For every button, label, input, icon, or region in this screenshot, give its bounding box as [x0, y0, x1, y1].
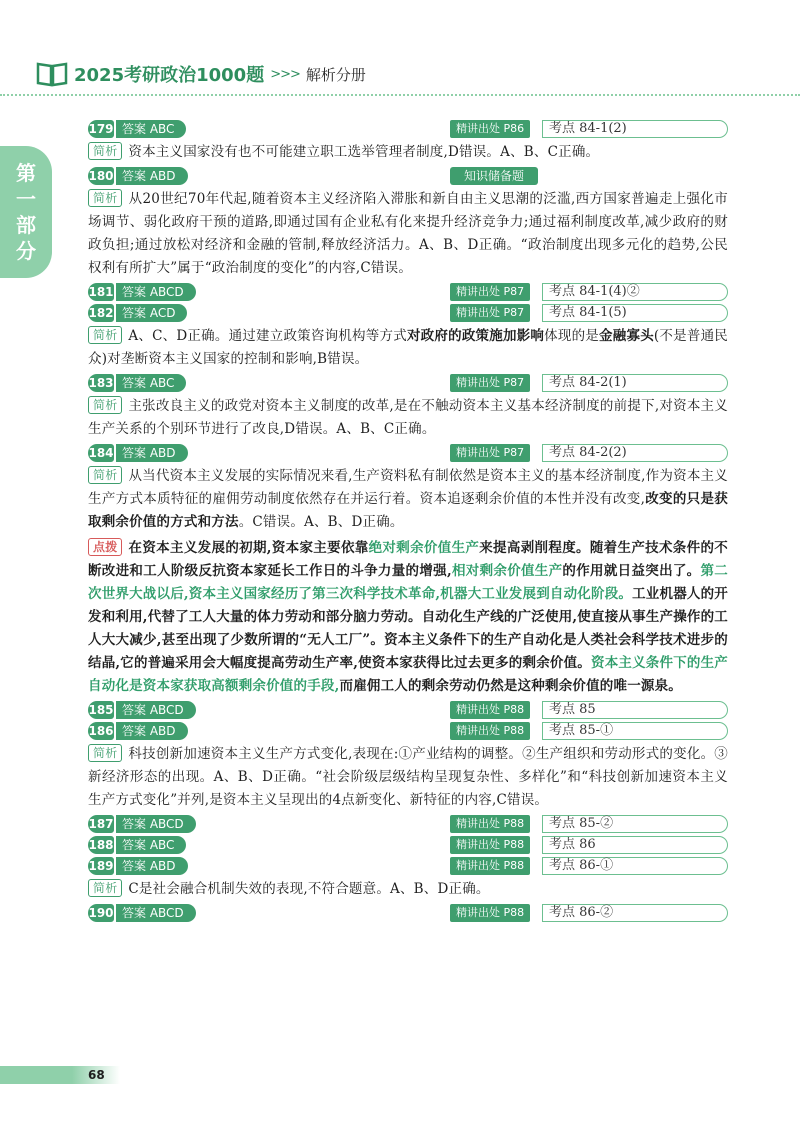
- reference-box: [450, 857, 728, 875]
- question-number: 187: [88, 817, 114, 831]
- question-row-186: [88, 722, 728, 741]
- kaodian-text: 考点 86: [542, 836, 728, 854]
- kaodian-text: 考点 85-②: [542, 815, 728, 833]
- question-row-181: [88, 283, 728, 302]
- question-number: 182: [88, 306, 114, 320]
- question-number: 186: [88, 724, 114, 738]
- reference-box: [450, 836, 728, 854]
- kaodian-text: 考点 84-1(5): [542, 304, 728, 322]
- jianxi-label: 简析: [88, 879, 122, 897]
- side-tab-char: 第: [16, 161, 36, 185]
- page-number: 68: [88, 1068, 105, 1082]
- question-row-184: [88, 444, 728, 463]
- analysis-paragraph: 简析 A、C、D正确。通过建立政策咨询机构等方式对政府的政策施加影响体现的是金融寡头(不是普通民众)对垄断资本主义国家的控制和影响,B错误。: [88, 328, 728, 367]
- reference-box: [450, 815, 728, 833]
- header-divider: [0, 94, 800, 96]
- question-number: 184: [88, 446, 114, 460]
- kaodian-text: 考点 84-1(4)②: [542, 283, 728, 301]
- book-icon: [36, 61, 68, 87]
- analysis-paragraph: 简析 主张改良主义的政党对资本主义制度的改革,是在不触动资本主义基本经济制度的前提下,对资本主义生产关系的个别环节进行了改良,D错误。A、B、C正确。: [88, 398, 728, 437]
- kaodian-text: 考点 85: [542, 701, 728, 719]
- page-header: [36, 56, 366, 92]
- answer-badge: 答案 ABC: [116, 836, 186, 854]
- kaodian-text: 考点 84-2(2): [542, 444, 728, 462]
- analysis-paragraph: 简析 资本主义国家没有也不可能建立职工选举管理者制度,D错误。A、B、C正确。: [88, 141, 728, 164]
- reference-label: 精讲出处 P86: [450, 120, 530, 138]
- dianbo-paragraph: 点拨 在资本主义发展的初期,资本家主要依靠绝对剩余价值生产来提高剥削程度。随着生产技术条件的不断改进和工人阶级反抗资本家延长工作日的斗争力量的增强,相对剩余价值生产的作用就日益突出了。第二次世界大战以后,资本主义国家经历了第三次科学技术革命,机器大工业发展到自动化阶段。工业机器人的开发和利用,代替了工人大量的体力劳动和部分脑力劳动。自动化生产线的广泛使用,使直接从事生产操作的工人大大减少,甚至出现了少数所谓的“无人工厂”。资本主义条件下的生产自动化是人类社会科学技术进步的结晶,它的普遍采用会大幅度提高劳动生产率,使资本家获得比过去更多的剩余价值。资本主义条件下的生产自动化是资本家获取高额剩余价值的手段,而雇佣工人的剩余劳动仍然是这种剩余价值的唯一源泉。: [88, 540, 729, 694]
- jianxi-label: 简析: [88, 142, 122, 160]
- reference-label: 精讲出处 P88: [450, 815, 530, 833]
- side-tab-char: 一: [16, 187, 36, 211]
- reference-label: 精讲出处 P88: [450, 904, 530, 922]
- answer-badge: 答案 ABCD: [116, 815, 196, 833]
- kaodian-text: 考点 84-2(1): [542, 374, 728, 392]
- header-arrows: >>>: [270, 66, 300, 82]
- jianxi-label: 简析: [88, 744, 122, 762]
- reference-box: [450, 904, 728, 922]
- reference-box: [450, 304, 728, 322]
- reference-box: [450, 444, 728, 462]
- book-title: 2025考研政治1000题: [74, 65, 265, 86]
- answer-badge: 答案 ABD: [116, 857, 188, 875]
- question-row-189: [88, 857, 728, 876]
- reference-label: 精讲出处 P88: [450, 836, 530, 854]
- jianxi-label: 简析: [88, 189, 122, 207]
- reference-box: [450, 701, 728, 719]
- answer-content: [88, 118, 728, 925]
- kaodian-text: 考点 86-②: [542, 904, 728, 922]
- question-row-180: [88, 167, 728, 186]
- answer-badge: 答案 ACD: [116, 304, 187, 322]
- analysis-paragraph: 简析 从20世纪70年代起,随着资本主义经济陷入滞胀和新自由主义思潮的泛滥,西方国家普遍走上强化市场调节、弱化政府干预的道路,即通过国有企业私有化来提升经济竞争力;通过福利制度改革,减少政府的财政负担;通过放松对经济和金融的管制,释放经济活力。A、B、D正确。“政治制度出现多元化的趋势,公民权利有所扩大”属于“政治制度的变化”的内容,C错误。: [88, 191, 728, 276]
- kaodian-text: 考点 84-1(2): [542, 120, 728, 138]
- jianxi-label: 简析: [88, 466, 122, 484]
- analysis-paragraph: 简析 从当代资本主义发展的实际情况来看,生产资料私有制依然是资本主义的基本经济制度,作为资本主义生产方式本质特征的雇佣劳动制度依然存在并运行着。资本追逐剩余价值的本性并没有改变,改变的只是获取剩余价值的方式和方法。C错误。A、B、D正确。: [88, 468, 729, 530]
- reference-box: [450, 374, 728, 392]
- question-row-190: [88, 904, 728, 923]
- question-number: 189: [88, 859, 114, 873]
- reference-label: 精讲出处 P88: [450, 701, 530, 719]
- knowledge-reserve-badge: 知识储备题: [450, 167, 538, 185]
- reference-box: [450, 120, 728, 138]
- header-subtitle: 解析分册: [305, 65, 366, 84]
- question-row-185: [88, 701, 728, 720]
- question-row-183: [88, 374, 728, 393]
- question-number: 180: [88, 169, 114, 183]
- question-row-179: [88, 120, 728, 139]
- reference-label: 精讲出处 P87: [450, 444, 530, 462]
- answer-badge: 答案 ABCD: [116, 904, 196, 922]
- analysis-paragraph: 简析 C是社会融合机制失效的表现,不符合题意。A、B、D正确。: [88, 878, 728, 901]
- reference-box: [450, 283, 728, 301]
- side-tab-char: 分: [16, 239, 36, 263]
- reference-box: [450, 722, 728, 740]
- dianbo-label: 点拨: [88, 538, 122, 556]
- jianxi-label: 简析: [88, 396, 122, 414]
- answer-badge: 答案 ABCD: [116, 283, 196, 301]
- answer-badge: 答案 ABC: [116, 120, 186, 138]
- answer-badge: 答案 ABD: [116, 444, 188, 462]
- question-number: 183: [88, 376, 114, 390]
- reference-label: 精讲出处 P88: [450, 722, 530, 740]
- question-row-182: [88, 304, 728, 323]
- reference-label: 精讲出处 P88: [450, 857, 530, 875]
- jianxi-label: 简析: [88, 326, 122, 344]
- question-number: 188: [88, 838, 114, 852]
- part-side-tab: [0, 146, 52, 278]
- question-number: 190: [88, 906, 114, 920]
- analysis-paragraph: 简析 科技创新加速资本主义生产方式变化,表现在:①产业结构的调整。②生产组织和劳动形式的变化。③新经济形态的出现。A、B、D正确。“社会阶级层级结构呈现复杂性、多样化”和“科技创新加速资本主义生产方式变化”并列,是资本主义呈现出的4点新变化、新特征的内容,C错误。: [88, 746, 728, 808]
- side-tab-char: 部: [16, 213, 36, 237]
- question-number: 181: [88, 285, 114, 299]
- answer-badge: 答案 ABC: [116, 374, 186, 392]
- answer-badge: 答案 ABD: [116, 722, 188, 740]
- question-row-188: [88, 836, 728, 855]
- question-number: 179: [88, 122, 114, 136]
- answer-badge: 答案 ABD: [116, 167, 188, 185]
- question-row-187: [88, 815, 728, 834]
- reference-label: 精讲出处 P87: [450, 283, 530, 301]
- reference-label: 精讲出处 P87: [450, 374, 530, 392]
- reference-label: 精讲出处 P87: [450, 304, 530, 322]
- kaodian-text: 考点 85-①: [542, 722, 728, 740]
- kaodian-text: 考点 86-①: [542, 857, 728, 875]
- question-number: 185: [88, 703, 114, 717]
- answer-badge: 答案 ABCD: [116, 701, 196, 719]
